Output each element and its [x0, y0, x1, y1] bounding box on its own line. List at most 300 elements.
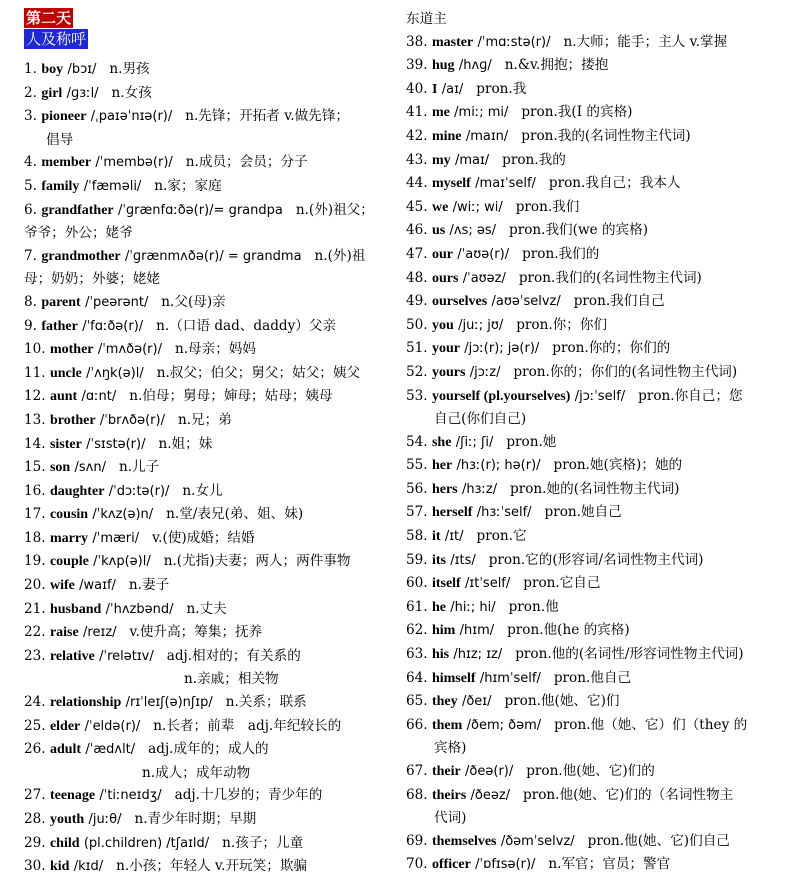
entry-number: 42.: [406, 127, 428, 144]
entry-word: brother: [49, 412, 96, 428]
entry-phonetic: /hɪz; ɪz/: [453, 647, 503, 663]
entry-definition: n.母亲；妈妈: [174, 341, 256, 358]
entry-word: elder: [49, 718, 81, 734]
entry-phonetic: /ˈkʌz(ə)n/: [92, 507, 154, 523]
entry-word: relative: [49, 648, 95, 664]
entry-definition: n.青少年时期；早期: [134, 811, 257, 827]
entry-number: 49.: [406, 293, 428, 310]
entry-number: 23.: [24, 647, 46, 664]
vocab-entry: [24, 456, 394, 480]
entry-word: he: [431, 599, 446, 615]
entry-word: my: [431, 152, 451, 168]
entry-phonetic: /ˈfæməli/: [83, 178, 142, 194]
vocab-entry: [406, 290, 778, 314]
entry-phonetic: /ɪtˈself/: [465, 576, 511, 592]
vocab-entry: [24, 291, 394, 315]
entry-phonetic: /hɜːˈself/: [476, 505, 532, 521]
entry-word: father: [41, 318, 78, 334]
entry-word: youth: [49, 812, 85, 827]
entry-definition-continued: n.成人；成年动物: [142, 764, 251, 781]
entry-word: member: [41, 155, 92, 171]
entry-number: 44.: [406, 175, 428, 192]
entry-definition: pron.它的(形容词/名词性物主代词): [488, 551, 704, 568]
entry-number: 53.: [406, 387, 428, 404]
entry-phonetic: /jɔːz/: [469, 364, 501, 380]
vocab-entry: [24, 738, 394, 762]
left-column: [24, 8, 394, 879]
entry-number: 62.: [406, 622, 428, 639]
vocab-entry: [24, 433, 394, 457]
entry-phonetic: /ˈsɪstə(r)/: [86, 436, 146, 452]
entry-word: me: [431, 105, 450, 121]
entry-definition: n.家；家庭: [154, 177, 222, 194]
entry-definition: n.(尤指)夫妻；两人；两件事物: [163, 553, 351, 570]
entry-phonetic: /jɔː(r); jə(r)/: [464, 341, 540, 357]
entry-definition: pron.它: [476, 528, 527, 545]
entry-phonetic: /ˈædʌlt/: [85, 742, 136, 758]
entry-phonetic: /ðem; ðəm/: [466, 717, 542, 733]
entry-number: 66.: [406, 716, 428, 733]
vocab-entry: [24, 691, 394, 715]
vocab-entry: [406, 690, 778, 714]
entry-number: 2.: [24, 84, 37, 101]
entry-phonetic: /ɑːnt/: [81, 389, 117, 405]
entry-definition: pron.我的(名词性物主代词): [521, 127, 691, 144]
entry-word: grandmother: [41, 248, 121, 264]
right-column: [406, 8, 778, 877]
vocab-entry: [406, 78, 778, 102]
entry-definition-continued: n.亲戚；相关物: [184, 671, 279, 688]
entry-number: 59.: [406, 551, 428, 568]
entry-number: 7.: [24, 247, 37, 264]
entry-word: couple: [49, 554, 89, 570]
entry-word: yourself (pl.yourselves): [431, 388, 571, 404]
entry-phonetic: /ˌpaɪəˈnɪə(r)/: [90, 109, 173, 125]
entry-word: raise: [49, 625, 79, 641]
entry-definition: n.军官；官员；警官: [548, 856, 671, 873]
vocab-entry: [24, 784, 394, 808]
entry-definition: pron.她自己: [544, 504, 622, 521]
vocab-entry: [406, 525, 778, 549]
vocab-entry: [24, 832, 394, 856]
vocab-entry: [406, 243, 778, 267]
entry-definition: adj.成年的；成人的: [148, 741, 269, 758]
entry-word: we: [431, 199, 449, 215]
entry-definition: n.(外)祖: [314, 247, 366, 264]
entry-word: grandfather: [41, 202, 114, 218]
entry-definition-continued: 宾格): [434, 740, 467, 757]
entry-definition: n.姐；妹: [158, 435, 213, 452]
vocab-entry: [24, 550, 394, 574]
vocab-entry: [406, 619, 778, 643]
entry-number: 57.: [406, 504, 428, 521]
entry-number: 9.: [24, 317, 37, 334]
entry-phonetic: /ˈpeərənt/: [85, 294, 149, 310]
vocab-entry: [406, 549, 778, 573]
entry-word: hers: [431, 481, 458, 497]
entry-number: 5.: [24, 177, 37, 194]
entry-phonetic: /ʃiː; ʃi/: [455, 434, 494, 450]
entry-definition: n.孩子；儿童: [222, 834, 304, 851]
entry-word: girl: [41, 85, 63, 101]
vocab-entry: [406, 714, 778, 738]
entry-definition: n.（口语 dad、daddy）父亲: [156, 317, 337, 334]
entry-phonetic: /ɪts/: [450, 552, 476, 568]
entry-definition: pron.他的(名词性/形容词性物主代词): [515, 646, 744, 663]
entry-definition: pron.我自己；我本人: [548, 175, 681, 192]
entry-definition: pron.我的: [502, 151, 566, 168]
entry-definition-continued: 爷爷；外公；姥爷: [24, 225, 133, 242]
entry-word: his: [431, 647, 450, 663]
vocab-entry: [406, 31, 778, 55]
vocab-entry: [406, 172, 778, 196]
entry-number: 38.: [406, 33, 428, 50]
vocab-entry: [406, 667, 778, 691]
entry-word: adult: [49, 742, 82, 758]
entry-number: 61.: [406, 598, 428, 615]
entry-phonetic: /maɪn/: [465, 128, 509, 144]
entry-number: 17.: [24, 506, 46, 523]
entry-number: 45.: [406, 198, 428, 215]
entry-phonetic: /ˈʌŋk(ə)l/: [86, 365, 144, 381]
entry-word: himself: [431, 670, 476, 686]
entry-definition: pron.你的；你们的(名词性物主代词): [513, 363, 738, 380]
entry-word: itself: [431, 576, 461, 592]
entry-definition: v.(使)成婚；结婚: [152, 529, 255, 546]
entry-phonetic: /hɪmˈself/: [479, 670, 541, 686]
entry-definition: n.大师；能手；主人 v.掌握: [563, 33, 728, 50]
entry-definition: pron.我: [476, 80, 527, 97]
vocab-entry: [24, 598, 394, 622]
entry-word: I: [431, 81, 438, 97]
entry-number: 1.: [24, 61, 37, 77]
entry-number: 19.: [24, 553, 46, 570]
entry-number: 68.: [406, 786, 428, 803]
entry-number: 39.: [406, 57, 428, 74]
entry-word: uncle: [49, 365, 82, 381]
entry-phonetic: /ˈmɑːstə(r)/: [477, 34, 551, 50]
vocab-entry: [24, 82, 394, 106]
entry-definition: n.先锋；开拓者 v.做先锋；: [185, 108, 349, 125]
vocab-entry: [406, 454, 778, 478]
entry-word: relationship: [49, 695, 122, 711]
vocab-entry: [24, 105, 394, 129]
entry-phonetic: /miː; mi/: [454, 105, 509, 121]
vocab-entry: [24, 151, 394, 175]
vocab-entry: [406, 830, 778, 854]
entry-word: marry: [49, 530, 89, 546]
entry-number: 55.: [406, 457, 428, 474]
entry-word: wife: [49, 578, 75, 594]
entry-definition-continued: 母；奶奶；外婆；姥姥: [24, 271, 160, 288]
entry-definition-continued: 倡导: [46, 131, 74, 148]
entry-word: husband: [49, 601, 102, 617]
entry-phonetic: /ˈdɔːtə(r)/: [108, 483, 170, 499]
vocab-entry: [406, 337, 778, 361]
entry-phonetic: /ˈaʊə(r)/: [457, 246, 510, 262]
vocab-entry: [24, 362, 394, 386]
entry-number: 29.: [24, 834, 46, 851]
entry-definition: n.&v.拥抱；搂抱: [504, 57, 609, 74]
right-vocab-list: [406, 31, 778, 877]
entry-phonetic: /ˈɡrænmʌðə(r)/ = grandma: [124, 248, 302, 264]
entry-number: 43.: [406, 151, 428, 168]
entry-definition: pron.他(她、它)们的: [526, 763, 655, 779]
entry-number: 56.: [406, 480, 428, 497]
vocab-entry: [24, 480, 394, 504]
entry-phonetic: /hɪm/: [459, 623, 495, 639]
entry-definition: pron.我们(we 的宾格): [509, 222, 649, 239]
entry-definition: n.叔父；伯父；舅父；姑父；姨父: [156, 364, 361, 381]
vocab-entry: [24, 645, 394, 669]
entry-word: us: [431, 223, 446, 239]
vocab-entry: [24, 527, 394, 551]
entry-word: theirs: [431, 787, 467, 803]
vocab-entry: [406, 361, 778, 385]
entry-phonetic: /ɡɜːl/: [66, 85, 99, 101]
entry-phonetic: /ˈmembə(r)/: [95, 155, 173, 171]
entry-word: they: [431, 694, 458, 710]
entry-word: aunt: [49, 389, 78, 405]
section-title: 人及称呼: [26, 30, 87, 48]
entry-word: daughter: [49, 483, 105, 499]
entry-word: our: [431, 246, 453, 262]
entry-definition: n.儿子: [118, 459, 160, 476]
entry-phonetic: /ʌs; əs/: [449, 223, 497, 239]
vocab-entry: [24, 808, 394, 832]
entry-number: 64.: [406, 669, 428, 686]
vocab-entry: [24, 855, 394, 879]
vocab-entry: [24, 621, 394, 645]
entry-phonetic: /hiː; hi/: [450, 599, 496, 615]
entry-number: 65.: [406, 693, 428, 710]
entry-number: 8.: [24, 293, 37, 310]
vocab-entry: [406, 501, 778, 525]
entry-number: 27.: [24, 787, 46, 804]
entry-phonetic: /ˈfɑːðə(r)/: [82, 318, 144, 334]
entry-number: 11.: [24, 364, 46, 381]
entry-number: 13.: [24, 411, 46, 428]
entry-phonetic: /reɪz/: [83, 625, 117, 641]
entry-number: 40.: [406, 80, 428, 97]
entry-word: ours: [431, 270, 459, 286]
entry-word: family: [41, 178, 80, 194]
entry-number: 60.: [406, 575, 428, 592]
entry-definition: n.堂/表兄(弟、姐、妹): [166, 506, 304, 523]
entry-word: parent: [41, 294, 81, 310]
entry-definition: pron.他(她、它)们的（名词性物主: [523, 786, 734, 803]
entry-definition: pron.他(她、它)们自己: [587, 832, 730, 849]
entry-phonetic: /hɜːz/: [461, 481, 498, 497]
entry-word: boy: [41, 62, 64, 77]
entry-phonetic: /ˈhʌzbənd/: [105, 601, 174, 617]
vocab-entry: [406, 267, 778, 291]
entry-word: mine: [431, 128, 462, 144]
entry-number: 46.: [406, 222, 428, 239]
entry-phonetic: /hʌɡ/: [458, 58, 492, 74]
entry-word: their: [431, 764, 461, 779]
entry-definition-continued: 代词): [434, 810, 467, 827]
entry-phonetic: /ɪt/: [444, 529, 464, 545]
entry-number: 16.: [24, 482, 46, 499]
entry-word: teenage: [49, 788, 96, 804]
entry-definition: pron.我(I 的宾格): [521, 104, 633, 121]
entry-phonetic: /sʌn/: [74, 460, 106, 476]
entry-word: pioneer: [41, 109, 87, 125]
vocab-entry: [406, 760, 778, 784]
entry-number: 48.: [406, 269, 428, 286]
entry-number: 69.: [406, 832, 428, 849]
entry-definition: n.伯母；舅母；婶母；姑母；姨母: [129, 388, 333, 405]
entry-definition: n.兄；弟: [177, 411, 232, 428]
entry-phonetic: /maɪˈself/: [475, 176, 536, 192]
entry-phonetic: /ðeəz/: [470, 787, 511, 803]
entry-number: 3.: [24, 108, 37, 125]
entry-phonetic: /waɪf/: [79, 578, 116, 594]
entry-word: its: [431, 552, 446, 568]
entry-number: 58.: [406, 528, 428, 545]
vocab-entry: [406, 431, 778, 455]
vocab-entry: [24, 175, 394, 199]
entry-number: 24.: [24, 694, 46, 711]
entry-word: officer: [431, 857, 471, 873]
entry-definition: pron.我们的: [522, 245, 600, 262]
entry-phonetic: /ðəmˈselvz/: [500, 833, 575, 849]
entry-definition: pron.我们: [515, 198, 580, 215]
entry-definition: n.男孩: [109, 61, 150, 77]
entry-number: 4.: [24, 154, 37, 171]
entry-word: yours: [431, 364, 466, 380]
vocab-entry: [406, 54, 778, 78]
entry-definition: n.父(母)亲: [161, 293, 226, 310]
vocab-entry: [406, 596, 778, 620]
entry-phonetic: /juː; jʊ/: [458, 317, 504, 333]
continued-text: 东道主: [406, 11, 447, 27]
entry-word: you: [431, 317, 454, 333]
entry-word: cousin: [49, 507, 89, 523]
entry-word: your: [431, 341, 460, 357]
entry-number: 22.: [24, 624, 46, 641]
entry-definition: n.长者；前辈 adj.年纪较长的: [153, 717, 342, 734]
vocab-entry: [406, 219, 778, 243]
vocab-entry: [24, 409, 394, 433]
entry-definition: n.成员；会员；分子: [185, 154, 308, 171]
entry-phonetic: /ˈaʊəz/: [462, 270, 506, 286]
entry-definition-continued: 自己(你们自己): [434, 411, 527, 428]
entry-definition: pron.它自己: [523, 575, 601, 592]
vocab-entry: [24, 574, 394, 598]
entry-phonetic: /ðeə(r)/: [465, 764, 514, 779]
entry-definition: pron.我们的(名词性物主代词): [518, 269, 702, 286]
entry-definition: n.丈夫: [186, 600, 227, 617]
entry-number: 10.: [24, 341, 46, 358]
entry-definition: pron.你的；你们的: [552, 340, 671, 357]
entry-definition: pron.他(he 的宾格): [507, 622, 630, 639]
entry-definition: pron.你自己；您: [638, 387, 743, 404]
entry-word: mother: [49, 342, 94, 358]
entry-word: kid: [49, 859, 70, 875]
entry-phonetic: /aʊəˈselvz/: [491, 294, 561, 310]
vocab-entry: [406, 385, 778, 409]
entry-number: 52.: [406, 363, 428, 380]
entry-number: 6.: [24, 201, 37, 218]
entry-word: him: [431, 623, 456, 639]
entry-number: 70.: [406, 856, 428, 873]
entry-phonetic: /kɪd/: [73, 859, 104, 875]
entry-phonetic: (pl.children) /tʃaɪld/: [83, 835, 210, 851]
entry-number: 18.: [24, 529, 46, 546]
entry-definition: adj.相对的；有关系的: [166, 647, 301, 664]
entry-definition: pron.她: [506, 433, 557, 450]
entry-number: 26.: [24, 741, 46, 758]
entry-definition: n.女儿: [182, 482, 223, 499]
vocab-entry: [24, 503, 394, 527]
entry-definition: v.使升高；筹集；抚养: [129, 624, 263, 641]
vocab-entry: [24, 58, 394, 82]
entry-number: 25.: [24, 717, 46, 734]
vocab-entry: [406, 643, 778, 667]
entry-number: 41.: [406, 104, 428, 121]
entry-word: them: [431, 717, 463, 733]
vocab-entry: [24, 315, 394, 339]
entry-definition: pron.她(宾格)；她的: [553, 457, 683, 474]
vocab-entry: [406, 784, 778, 808]
vocab-entry: [406, 853, 778, 877]
entry-number: 54.: [406, 433, 428, 450]
vocab-entry: [24, 715, 394, 739]
entry-number: 30.: [24, 858, 46, 875]
entry-number: 21.: [24, 600, 46, 617]
entry-phonetic: /ˈkʌp(ə)l/: [93, 554, 151, 570]
entry-definition: pron.她的(名词性物主代词): [510, 480, 680, 497]
entry-definition: n.女孩: [111, 84, 152, 101]
entry-definition: pron.我们自己: [573, 293, 665, 310]
day-title: 第二天: [26, 9, 72, 27]
entry-phonetic: /wiː; wi/: [452, 199, 503, 215]
entry-phonetic: /ˈɒfɪsə(r)/: [475, 857, 536, 873]
entry-phonetic: /ˈɡrænfɑːðə(r)/= grandpa: [117, 202, 283, 218]
entry-phonetic: /ˈbrʌðə(r)/: [99, 412, 165, 428]
header-block: [24, 8, 394, 58]
entry-word: hug: [431, 58, 455, 74]
entry-phonetic: /jɔːˈself/: [574, 388, 626, 404]
entry-number: 50.: [406, 316, 428, 333]
entry-word: ourselves: [431, 294, 488, 310]
entry-phonetic: /maɪ/: [454, 152, 490, 168]
entry-number: 63.: [406, 646, 428, 663]
entry-word: son: [49, 460, 71, 476]
vocab-entry: [406, 149, 778, 173]
entry-number: 20.: [24, 577, 46, 594]
entry-definition: n.关系；联系: [225, 694, 307, 711]
vocab-entry: [406, 101, 778, 125]
entry-phonetic: /juːθ/: [88, 812, 122, 827]
entry-definition: n.小孩；年轻人 v.开玩笑；欺骗: [116, 858, 308, 875]
entry-definition: pron.他(她、它)们: [504, 693, 620, 710]
entry-number: 12.: [24, 388, 46, 405]
entry-phonetic: /ˈmʌðə(r)/: [97, 342, 162, 358]
entry-number: 67.: [406, 763, 428, 779]
entry-definition: pron.你；你们: [516, 316, 608, 333]
vocab-entry: [24, 385, 394, 409]
entry-word: it: [431, 529, 441, 545]
entry-definition: adj.十几岁的；青少年的: [174, 787, 323, 804]
vocab-entry: [24, 338, 394, 362]
entry-number: 51.: [406, 340, 428, 357]
vocab-entry: [24, 199, 394, 223]
entry-phonetic: /ðeɪ/: [461, 694, 492, 710]
left-vocab-list: [24, 58, 394, 879]
